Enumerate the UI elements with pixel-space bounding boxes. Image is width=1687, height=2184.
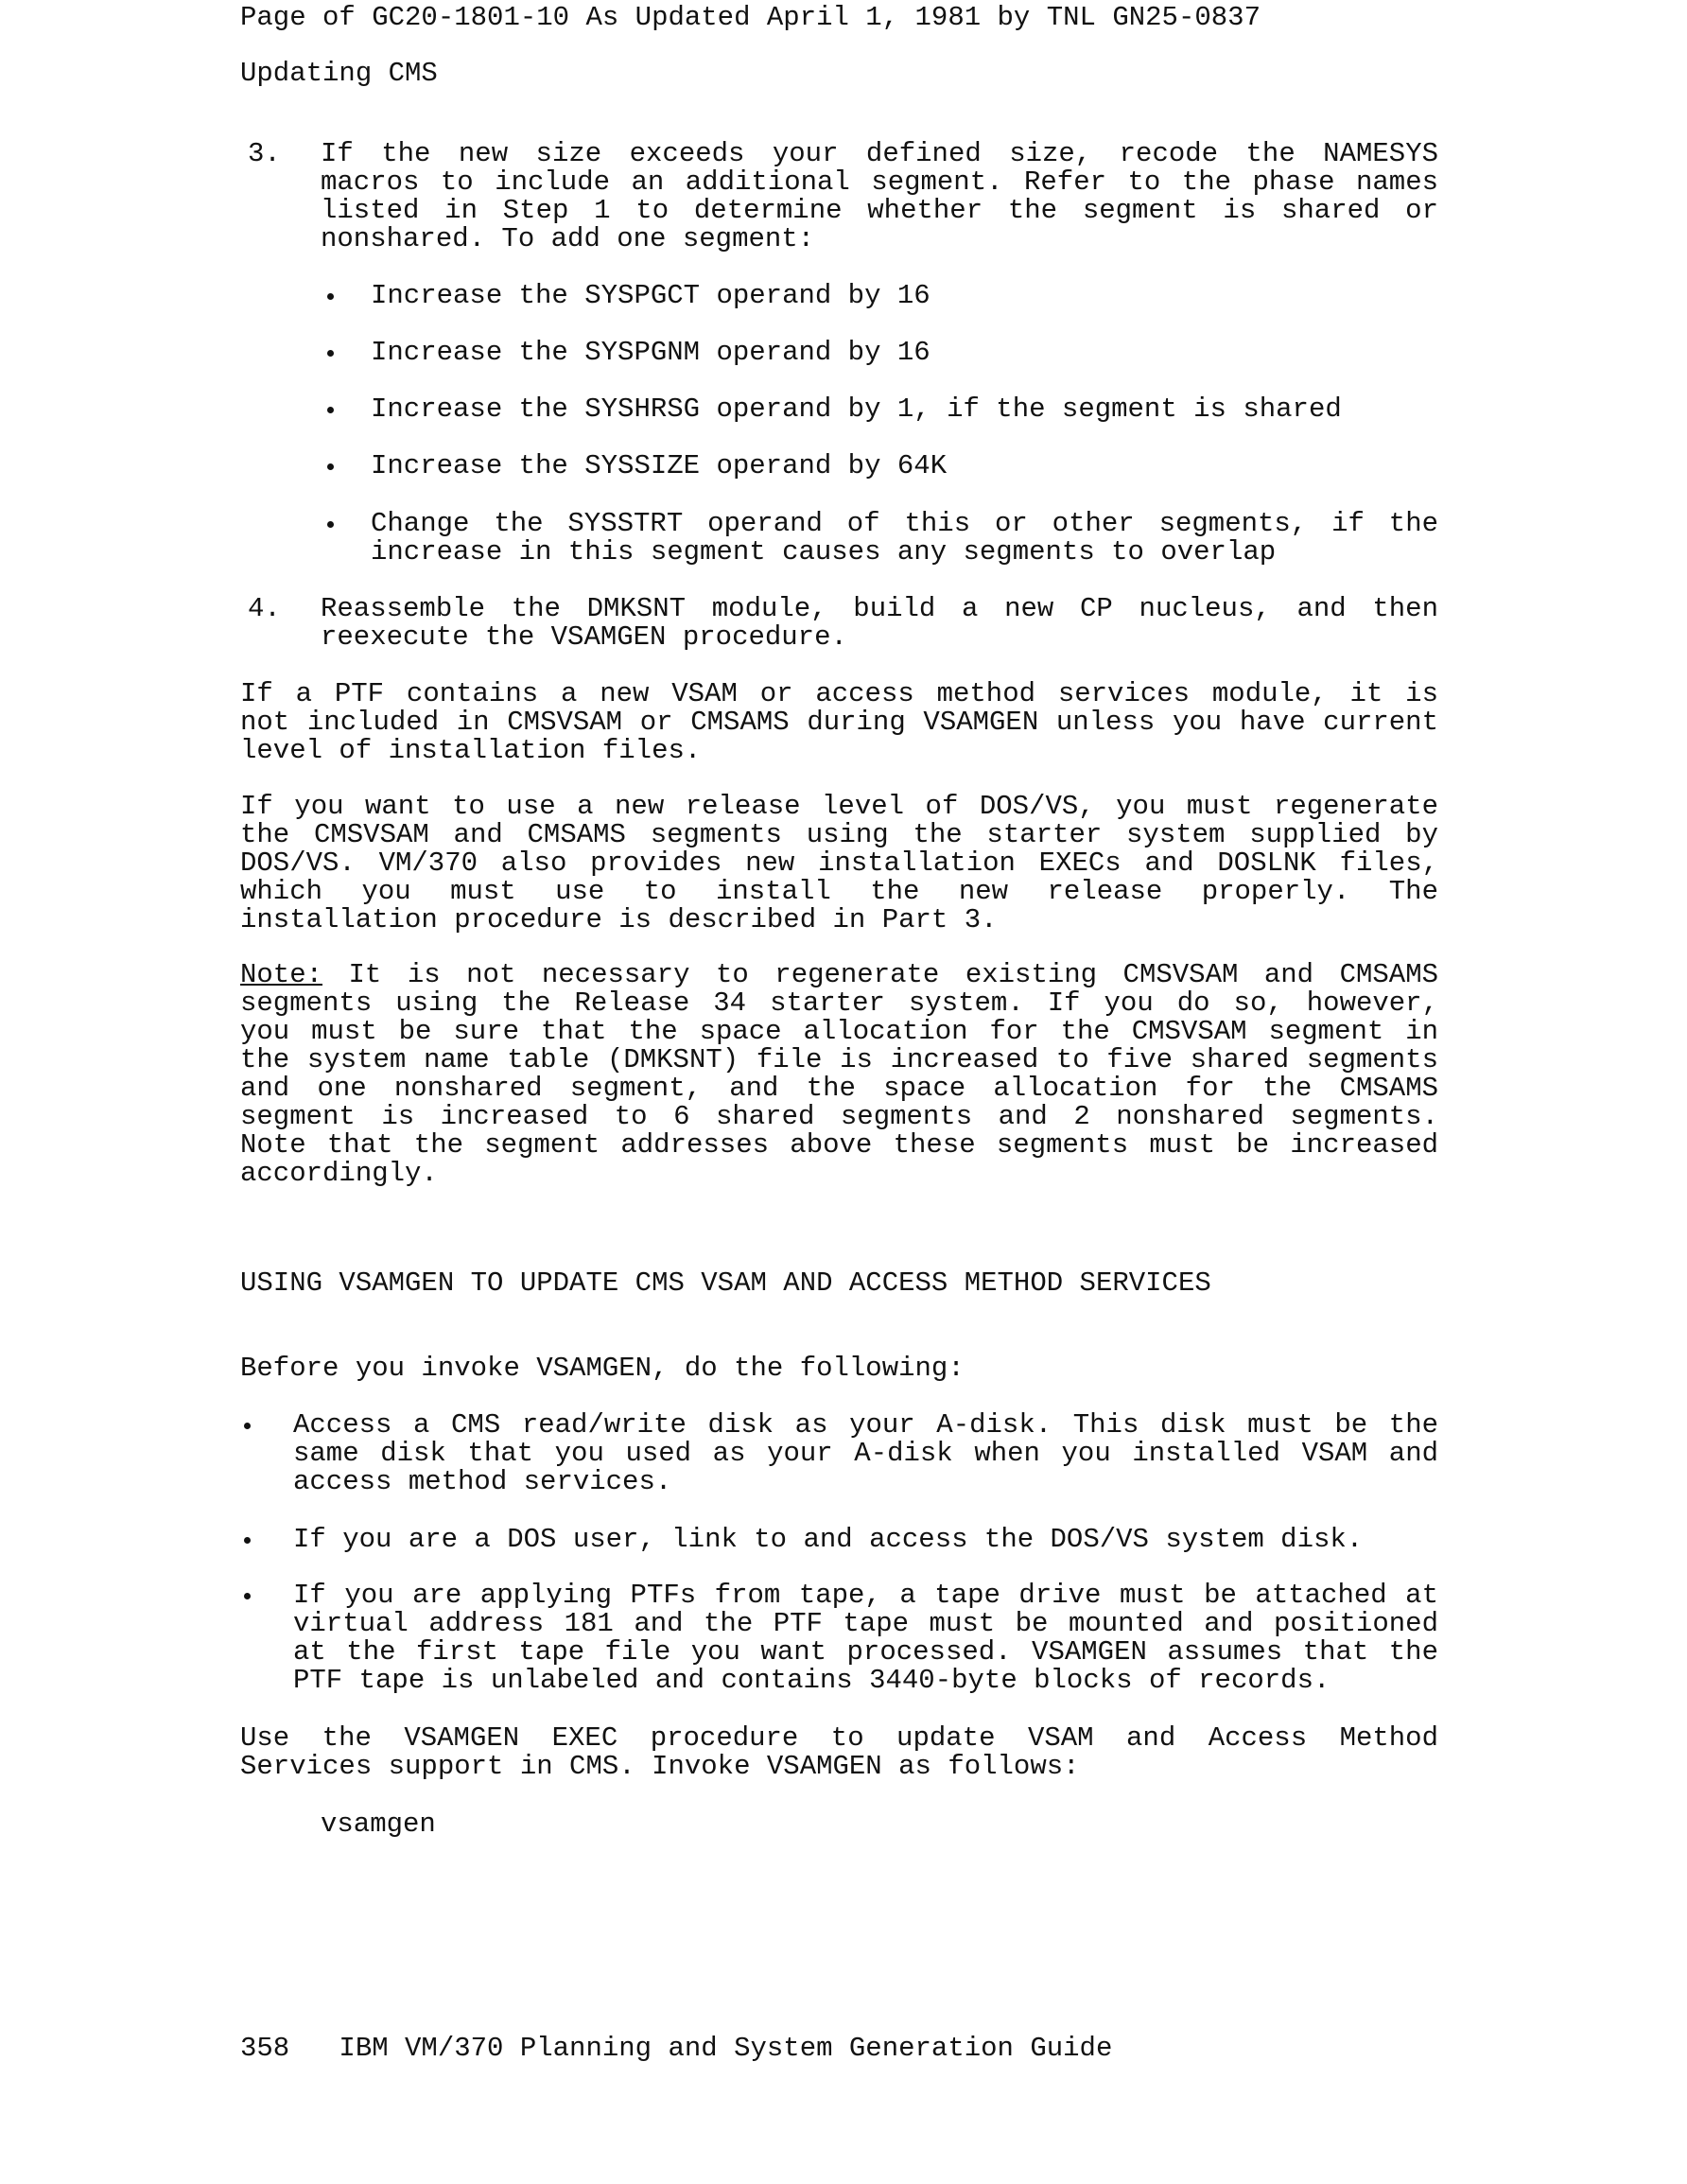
section-heading: USING VSAMGEN TO UPDATE CMS VSAM AND ACCESS METHOD SERVICES xyxy=(240,1267,1211,1299)
section-title: Updating CMS xyxy=(240,58,438,89)
text-line: at the first tape file you want processed. VSAMGEN assumes that the xyxy=(293,1636,1438,1668)
bullet-item xyxy=(371,510,1438,567)
bullet-icon xyxy=(244,1423,251,1429)
bullet-icon xyxy=(244,1537,251,1544)
step-3-text xyxy=(321,140,1438,253)
text-line: accordingly. xyxy=(240,1158,438,1189)
text-line: If you want to use a new release level of DOS/VS, you must regenerate xyxy=(240,791,1438,822)
bullet-icon xyxy=(327,463,334,470)
text-line: DOS/VS. VM/370 also provides new installation EXECs and DOSLNK files, xyxy=(240,847,1438,879)
page-footer: 358 IBM VM/370 Planning and System Generation Guide xyxy=(240,2033,1113,2064)
paragraph-ptf xyxy=(240,680,1438,765)
text-line: If you are applying PTFs from tape, a tape drive must be attached at xyxy=(293,1580,1438,1611)
text-line: macros to include an additional segment. Refer to the phase names xyxy=(321,166,1438,198)
bullet-item xyxy=(371,339,1438,367)
text-line: segment is increased to 6 shared segments and 2 nonshared segments. xyxy=(240,1101,1438,1132)
text-line: Increase the SYSPGCT operand by 16 xyxy=(371,280,930,311)
bullet-item xyxy=(293,1526,1438,1554)
text-line: same disk that you used as your A-disk when you installed VSAM and xyxy=(293,1438,1438,1469)
text-line: and one nonshared segment, and the space allocation for the CMSAMS xyxy=(240,1073,1438,1104)
text-line: Increase the SYSPGNM operand by 16 xyxy=(371,337,930,368)
text-line: If you are a DOS user, link to and access the DOS/VS system disk. xyxy=(293,1524,1364,1555)
text-line: If a PTF contains a new VSAM or access method services module, it is xyxy=(240,678,1438,709)
note xyxy=(240,961,1438,1188)
text-line: nonshared. To add one segment: xyxy=(321,223,815,254)
intro-text: Before you invoke VSAMGEN, do the following: xyxy=(240,1353,965,1384)
bullet-icon xyxy=(327,350,334,357)
bullet-item xyxy=(293,1581,1438,1695)
bullet-icon xyxy=(327,293,334,300)
text-line: listed in Step 1 to determine whether the segment is shared or xyxy=(321,195,1438,226)
bullet-item xyxy=(371,452,1438,480)
bullet-icon xyxy=(244,1593,251,1599)
bullet-item xyxy=(371,395,1438,424)
bullet-item xyxy=(293,1411,1438,1496)
text-line: the CMSVSAM and CMSAMS segments using the starter system supplied by xyxy=(240,819,1438,850)
page-header: Page of GC20-1801-10 As Updated April 1, 1981 by TNL GN25-0837 xyxy=(240,2,1261,33)
step-number: 3. xyxy=(248,138,281,169)
text-line: Change the SYSSTRT operand of this or other segments, if the xyxy=(371,508,1438,539)
text-line: access method services. xyxy=(293,1466,672,1497)
text-line: level of installation files. xyxy=(240,735,702,766)
step-number: 4. xyxy=(248,593,281,624)
command-example: vsamgen xyxy=(321,1808,436,1840)
text-line: segments using the Release 34 starter system. If you do so, however, xyxy=(240,987,1438,1019)
text-line: Use the VSAMGEN EXEC procedure to update VSAM and Access Method xyxy=(240,1722,1438,1754)
text-line: increase in this segment causes any segments to overlap xyxy=(371,536,1277,568)
text-line: reexecute the VSAMGEN procedure. xyxy=(321,621,847,653)
text-line: which you must use to install the new release properly. The xyxy=(240,876,1438,907)
text-line: Reassemble the DMKSNT module, build a new CP nucleus, and then xyxy=(321,593,1438,624)
text-line: Increase the SYSHRSG operand by 1, if the segment is shared xyxy=(371,393,1342,425)
paragraph-release xyxy=(240,793,1438,935)
text-line: Services support in CMS. Invoke VSAMGEN as follows: xyxy=(240,1751,1080,1782)
bullet-icon xyxy=(327,407,334,413)
text-line: you must be sure that the space allocation for the CMSVSAM segment in xyxy=(240,1016,1438,1047)
text-line: Increase the SYSSIZE operand by 64K xyxy=(371,450,948,481)
step-4-text xyxy=(321,595,1438,652)
text-line: PTF tape is unlabeled and contains 3440-byte blocks of records. xyxy=(293,1665,1330,1696)
text-line: virtual address 181 and the PTF tape must be mounted and positioned xyxy=(293,1608,1438,1639)
text-line: the system name table (DMKSNT) file is increased to five shared segments xyxy=(240,1044,1438,1075)
text-line: Note that the segment addresses above these segments must be increased xyxy=(240,1129,1438,1161)
text-line: Access a CMS read/write disk as your A-disk. This disk must be the xyxy=(293,1409,1438,1441)
bullet-icon xyxy=(327,521,334,528)
paragraph-usage xyxy=(240,1724,1438,1781)
bullet-item xyxy=(371,282,1438,310)
text-line: not included in CMSVSAM or CMSAMS during VSAMGEN unless you have current xyxy=(240,707,1438,738)
text-line: installation procedure is described in Part 3. xyxy=(240,904,998,935)
text-line: If the new size exceeds your defined size, recode the NAMESYS xyxy=(321,138,1438,169)
note-first-line: It is not necessary to regenerate existing CMSVSAM and CMSAMS xyxy=(348,959,1439,990)
note-label: Note: xyxy=(240,959,323,990)
